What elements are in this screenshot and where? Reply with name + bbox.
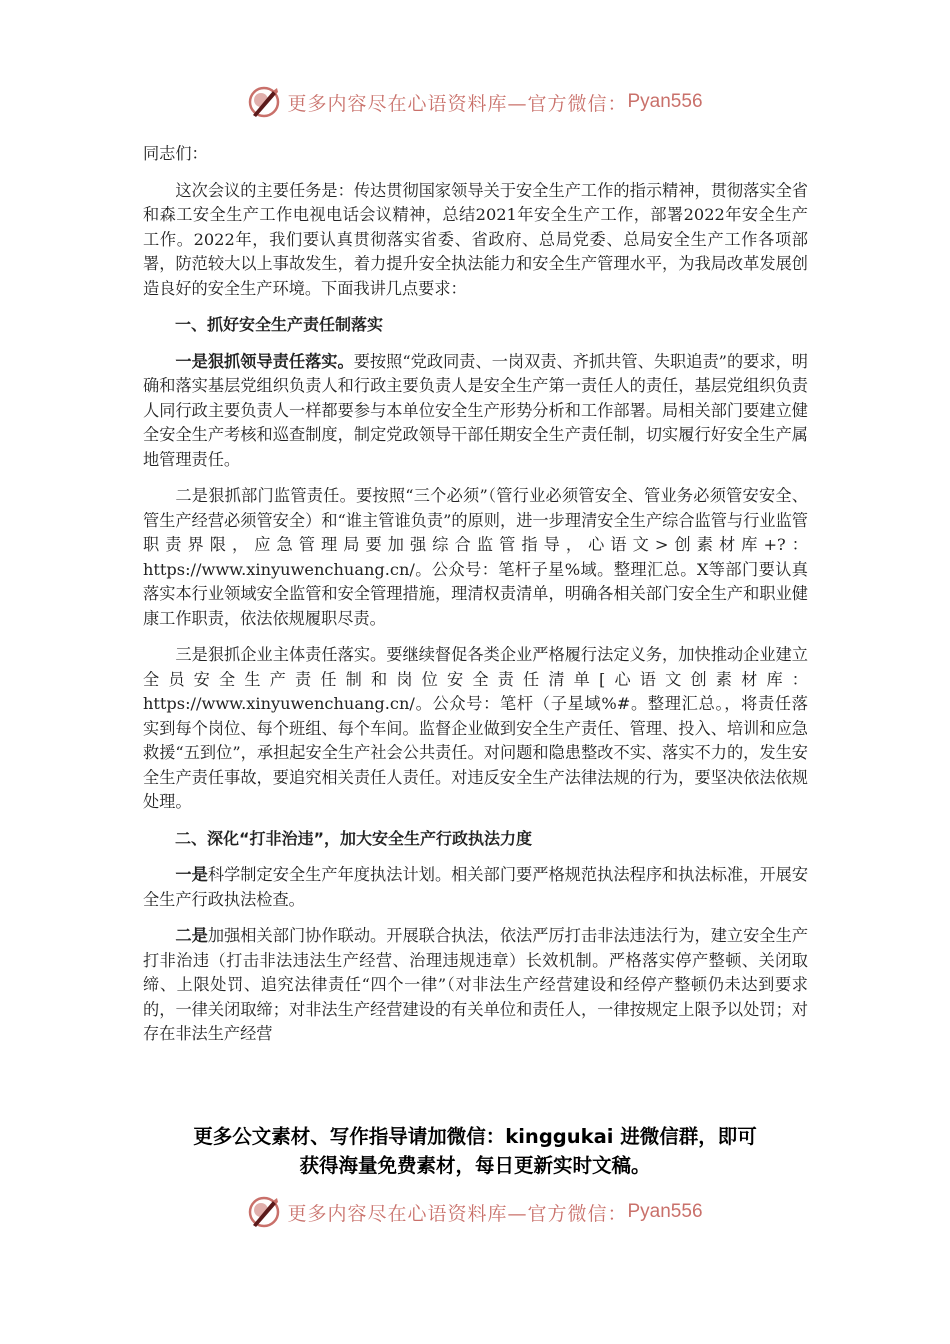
pen-logo-icon bbox=[247, 85, 281, 119]
section-2-paragraph-1 bbox=[143, 863, 808, 912]
paragraph-body: 要按照“党政同责、一岗双责、齐抓共管、失职追责”的要求，明确和落实基层党组织负责人和行政主要负责人是安全生产第一责任人的责任，基层党组织负责人同行政主要负责人一样都要参与本单位安全生产形势分析和工作部署。局相关部门要建立健全安全生产考核和巡查制度，制定党政领导干部任期安全生产责任制，切实履行好安全生产属地管理责任。 bbox=[143, 351, 808, 469]
header-watermark-banner bbox=[0, 82, 950, 122]
greeting: 同志们： bbox=[143, 144, 208, 163]
document-body bbox=[143, 142, 808, 1047]
section-1-paragraph-3: 三是狠抓企业主体责任落实。要继续督促各类企业严格履行法定义务，加快推动企业建立全员安全生产责任制和岗位安全责任清单[心语文创素材库：https://www.xinyuwenchuang.cn/。公众号：笔杆（子星域%#。整理汇总。，将责任落实到每个岗位、每个班组、每个车间。监督企业做到安全生产责任、管理、投入、培训和应急救援“五到位”，承担起安全生产社会公共责任。对问题和隐患整改不实、落实不力的，发生安全生产责任事故，要追究相关责任人责任。对违反安全生产法律法规的行为，要坚决依法依规处理。 bbox=[143, 645, 808, 811]
banner-text: 更多内容尽在心语资料库—官方微信： bbox=[287, 1202, 628, 1225]
promo-footer-note bbox=[0, 1122, 950, 1180]
footer-watermark-banner bbox=[0, 1192, 950, 1232]
promo-line-1: 更多公文素材、写作指导请加微信：kinggukai 进微信群，即可 bbox=[193, 1125, 757, 1148]
banner-text: 更多内容尽在心语资料库—官方微信： bbox=[287, 92, 628, 115]
section-2-heading: 二、深化“打非治违”，加大安全生产行政执法力度 bbox=[175, 828, 533, 848]
section-1-heading: 一、抓好安全生产责任制落实 bbox=[175, 315, 384, 334]
pen-logo-icon bbox=[247, 1195, 281, 1229]
promo-line-2: 获得海量免费素材，每日更新实时文稿。 bbox=[299, 1154, 651, 1177]
paragraph-body: 科学制定安全生产年度执法计划。相关部门要严格规范执法程序和执法标准，开展安全生产行政执法检查。 bbox=[143, 865, 809, 909]
intro-paragraph: 这次会议的主要任务是：传达贯彻国家领导关于安全生产工作的指示精神，贯彻落实全省和森工安全生产工作电视电话会议精神，总结2021年安全生产工作，部署2022年安全生产工作。2022年，我们要认真贯彻落实省委、省政府、总局党委、总局安全生产工作各项部署，防范较大以上事故发生，着力提升安全执法能力和安全生产管理水平，为我局改革发展创造良好的安全生产环境。下面我讲几点要求： bbox=[143, 180, 808, 298]
section-1-paragraph-1 bbox=[143, 350, 808, 473]
paragraph-body: 加强相关部门协作联动。开展联合执法，依法严厉打击非法违法行为，建立安全生产打非治违（打击非法违法生产经营、治理违规违章）长效机制。严格落实停产整顿、关闭取缔、上限处罚、追究法律责任“四个一律”（对非法生产经营建设和经停产整顿仍未达到要求的，一律关闭取缔；对非法生产经营建设的有关单位和责任人，一律按规定上限予以处罚；对存在非法生产经营 bbox=[143, 926, 809, 1043]
banner-account: Pyan556 bbox=[627, 91, 703, 112]
paragraph-lead: 一是狠抓领导责任落实。 bbox=[175, 351, 354, 371]
paragraph-lead: 一是 bbox=[175, 865, 208, 884]
banner-account: Pyan556 bbox=[627, 1201, 703, 1222]
section-2-paragraph-2 bbox=[143, 924, 808, 1047]
paragraph-lead: 二是 bbox=[175, 926, 208, 945]
section-1-paragraph-2: 二是狠抓部门监管责任。要按照“三个必须”（管行业必须管安全、管业务必须管安安全、管生产经营必须管安全）和“谁主管谁负责”的原则，进一步理清安全生产综合监管与行业监管职责界限，应急管理局要加强综合监管指导，心语文>创素材库+?：https://www.xinyuwenchuang.cn/。公众号：笔杆子星%域。整理汇总。X等部门要认真落实本行业领域安全监管和安全管理措施，理清权责清单，明确各相关部门安全生产和职业健康工作职责，依法依规履职尽责。 bbox=[143, 486, 808, 628]
